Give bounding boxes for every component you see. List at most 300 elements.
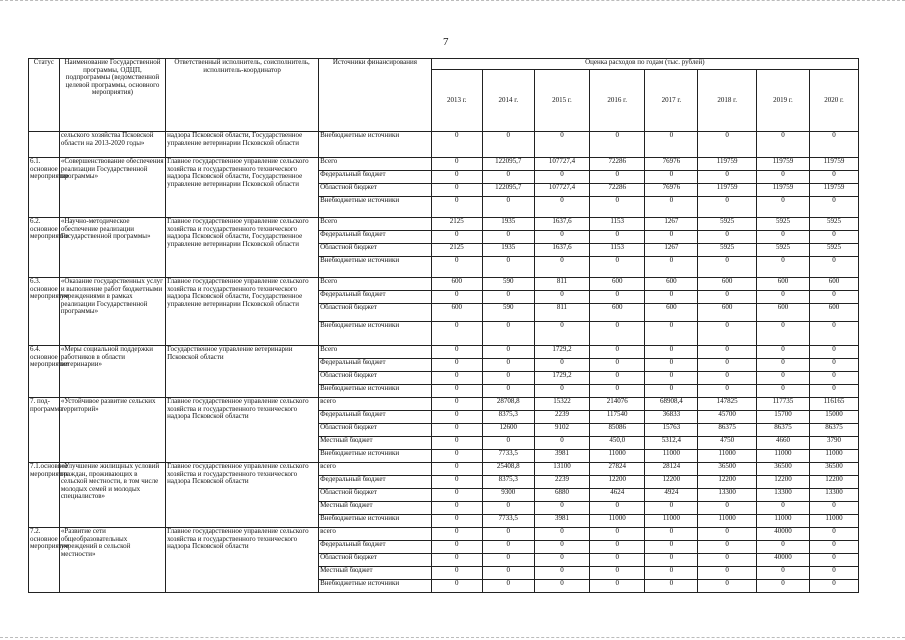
cell-amount: 6880 bbox=[534, 489, 589, 502]
row-funding-source: Внебюджетные источники bbox=[319, 515, 432, 528]
cell-amount: 600 bbox=[590, 278, 645, 291]
row-executor: Государственное управление ветеринарии Псковской области bbox=[166, 346, 319, 398]
cell-amount: 0 bbox=[698, 231, 756, 244]
cell-amount: 11000 bbox=[756, 515, 809, 528]
cell-amount: 11000 bbox=[810, 515, 859, 528]
cell-amount: 0 bbox=[698, 528, 756, 541]
row-program-name: «Оказание государственных услуг и выполнение работ бюджетными учреждениями в рамках реализации Государственной программы» bbox=[59, 278, 165, 346]
cell-amount: 0 bbox=[534, 231, 589, 244]
cell-amount: 122095,7 bbox=[482, 158, 534, 171]
row-funding-source: Областной бюджет bbox=[319, 372, 432, 385]
cell-amount: 40000 bbox=[756, 528, 809, 541]
cell-amount: 0 bbox=[590, 132, 645, 158]
row-funding-source: Областной бюджет bbox=[319, 184, 432, 197]
budget-table bbox=[28, 58, 859, 593]
cell-amount: 0 bbox=[482, 502, 534, 515]
cell-amount: 0 bbox=[590, 322, 645, 346]
row-funding-source: Областной бюджет bbox=[319, 424, 432, 437]
cell-amount: 8375,3 bbox=[482, 411, 534, 424]
cell-amount: 9300 bbox=[482, 489, 534, 502]
cell-amount: 119759 bbox=[698, 158, 756, 171]
cell-amount: 0 bbox=[698, 346, 756, 359]
cell-amount: 0 bbox=[645, 580, 698, 593]
cell-amount: 1153 bbox=[590, 244, 645, 257]
header-estimate: Оценка расходов по годам (тыс. рублей) bbox=[431, 59, 858, 70]
cell-amount: 0 bbox=[645, 567, 698, 580]
cell-amount: 13300 bbox=[810, 489, 859, 502]
cell-amount: 0 bbox=[590, 554, 645, 567]
row-funding-source: Федеральный бюджет bbox=[319, 541, 432, 554]
cell-amount: 0 bbox=[431, 257, 482, 278]
cell-amount: 0 bbox=[431, 554, 482, 567]
table-row bbox=[29, 346, 859, 359]
row-funding-source: Внебюджетные источники bbox=[319, 385, 432, 398]
cell-amount: 0 bbox=[810, 528, 859, 541]
cell-amount: 0 bbox=[482, 359, 534, 372]
cell-amount: 0 bbox=[534, 385, 589, 398]
cell-amount: 119759 bbox=[810, 184, 859, 197]
cell-amount: 5312,4 bbox=[645, 437, 698, 450]
row-funding-source: Местный бюджет bbox=[319, 437, 432, 450]
cell-amount: 0 bbox=[645, 502, 698, 515]
cell-amount: 147825 bbox=[698, 398, 756, 411]
cell-amount: 0 bbox=[534, 359, 589, 372]
cell-amount: 0 bbox=[482, 171, 534, 184]
cell-amount: 0 bbox=[590, 528, 645, 541]
cell-amount: 0 bbox=[590, 385, 645, 398]
cell-amount: 0 bbox=[431, 424, 482, 437]
row-funding-source: Всего bbox=[319, 158, 432, 171]
cell-amount: 7733,5 bbox=[482, 450, 534, 463]
cell-amount: 11000 bbox=[645, 450, 698, 463]
cell-amount: 0 bbox=[756, 132, 809, 158]
cell-amount: 1267 bbox=[645, 244, 698, 257]
cell-amount: 600 bbox=[810, 304, 859, 322]
cell-amount: 0 bbox=[534, 291, 589, 304]
cell-amount: 117735 bbox=[756, 398, 809, 411]
cell-amount: 4750 bbox=[698, 437, 756, 450]
cell-amount: 0 bbox=[810, 372, 859, 385]
cell-amount: 0 bbox=[645, 385, 698, 398]
cell-amount: 0 bbox=[482, 580, 534, 593]
cell-amount: 0 bbox=[431, 385, 482, 398]
cell-amount: 590 bbox=[482, 278, 534, 291]
cell-amount: 0 bbox=[431, 359, 482, 372]
cell-amount: 214076 bbox=[590, 398, 645, 411]
cell-amount: 0 bbox=[645, 359, 698, 372]
cell-amount: 0 bbox=[756, 322, 809, 346]
row-funding-source: всего bbox=[319, 398, 432, 411]
row-funding-source: Федеральный бюджет bbox=[319, 411, 432, 424]
cell-amount: 0 bbox=[534, 132, 589, 158]
row-funding-source: Местный бюджет bbox=[319, 567, 432, 580]
header-executor: Ответственный исполнитель, соисполнитель, исполнитель-координатор bbox=[166, 59, 319, 132]
cell-amount: 1637,6 bbox=[534, 218, 589, 231]
cell-amount: 107727,4 bbox=[534, 184, 589, 197]
cell-amount: 0 bbox=[810, 291, 859, 304]
row-funding-source: всего bbox=[319, 528, 432, 541]
cell-amount: 0 bbox=[590, 171, 645, 184]
row-funding-source: Областной бюджет bbox=[319, 304, 432, 322]
cell-amount: 0 bbox=[756, 171, 809, 184]
cell-amount: 0 bbox=[590, 359, 645, 372]
cell-amount: 0 bbox=[698, 171, 756, 184]
cell-amount: 5925 bbox=[698, 218, 756, 231]
cell-amount: 12200 bbox=[590, 476, 645, 489]
cell-amount: 0 bbox=[534, 580, 589, 593]
cell-amount: 0 bbox=[431, 502, 482, 515]
cell-amount: 0 bbox=[534, 567, 589, 580]
cell-amount: 0 bbox=[431, 476, 482, 489]
cell-amount: 0 bbox=[810, 197, 859, 218]
row-funding-source: Внебюджетные источники bbox=[319, 322, 432, 346]
header-name: Наименование Государственной программы, ОДЦП, подпрограммы (ведомственной целевой программы, основного мероприятия) bbox=[59, 59, 165, 132]
cell-amount: 0 bbox=[482, 541, 534, 554]
cell-amount: 0 bbox=[431, 515, 482, 528]
cell-amount: 15000 bbox=[810, 411, 859, 424]
cell-amount: 76976 bbox=[645, 184, 698, 197]
cell-amount: 0 bbox=[590, 291, 645, 304]
cell-amount: 0 bbox=[590, 372, 645, 385]
cell-amount: 0 bbox=[698, 567, 756, 580]
cell-amount: 0 bbox=[482, 257, 534, 278]
cell-amount: 0 bbox=[756, 257, 809, 278]
table-row bbox=[29, 278, 859, 291]
cell-amount: 0 bbox=[810, 580, 859, 593]
row-program-name: «Устойчивое развитие сельских территорий» bbox=[59, 398, 165, 463]
cell-amount: 0 bbox=[810, 385, 859, 398]
cell-amount: 0 bbox=[645, 291, 698, 304]
cell-amount: 0 bbox=[756, 291, 809, 304]
cell-amount: 40000 bbox=[756, 554, 809, 567]
cell-amount: 5925 bbox=[810, 244, 859, 257]
cell-amount: 1729,2 bbox=[534, 372, 589, 385]
cell-amount: 72286 bbox=[590, 158, 645, 171]
header-year: 2020 г. bbox=[810, 70, 859, 132]
cell-amount: 0 bbox=[810, 567, 859, 580]
table-row bbox=[29, 132, 859, 158]
cell-amount: 0 bbox=[431, 450, 482, 463]
cell-amount: 68908,4 bbox=[645, 398, 698, 411]
cell-amount: 0 bbox=[431, 231, 482, 244]
cell-amount: 119759 bbox=[756, 184, 809, 197]
row-executor: Главное государственное управление сельского хозяйства и государственного технического надзора Псковской области, Государственное управление ветеринарии Псковской области bbox=[166, 218, 319, 278]
row-funding-source: Областной бюджет bbox=[319, 489, 432, 502]
cell-amount: 0 bbox=[810, 257, 859, 278]
cell-amount: 0 bbox=[645, 541, 698, 554]
row-program-name: «Научно-методическое обеспечение реализации Государственной программы» bbox=[59, 218, 165, 278]
cell-amount: 0 bbox=[482, 346, 534, 359]
cell-amount: 0 bbox=[431, 411, 482, 424]
table-row bbox=[29, 158, 859, 171]
cell-amount: 13300 bbox=[756, 489, 809, 502]
cell-amount: 0 bbox=[756, 580, 809, 593]
cell-amount: 0 bbox=[756, 502, 809, 515]
cell-amount: 76976 bbox=[645, 158, 698, 171]
cell-amount: 0 bbox=[431, 463, 482, 476]
cell-amount: 600 bbox=[698, 304, 756, 322]
cell-amount: 0 bbox=[645, 197, 698, 218]
cell-amount: 0 bbox=[431, 372, 482, 385]
cell-amount: 0 bbox=[534, 528, 589, 541]
cell-amount: 0 bbox=[431, 398, 482, 411]
cell-amount: 0 bbox=[698, 291, 756, 304]
cell-amount: 0 bbox=[698, 322, 756, 346]
cell-amount: 25408,8 bbox=[482, 463, 534, 476]
row-status: 7. под-программа bbox=[29, 398, 60, 463]
cell-amount: 0 bbox=[756, 567, 809, 580]
cell-amount: 45700 bbox=[698, 411, 756, 424]
cell-amount: 0 bbox=[645, 322, 698, 346]
cell-amount: 12200 bbox=[756, 476, 809, 489]
cell-amount: 0 bbox=[590, 580, 645, 593]
cell-amount: 0 bbox=[645, 346, 698, 359]
cell-amount: 0 bbox=[698, 502, 756, 515]
row-funding-source: Местный бюджет bbox=[319, 502, 432, 515]
cell-amount: 0 bbox=[810, 359, 859, 372]
cell-amount: 85086 bbox=[590, 424, 645, 437]
cell-amount: 0 bbox=[756, 197, 809, 218]
cell-amount: 0 bbox=[645, 528, 698, 541]
cell-amount: 2239 bbox=[534, 411, 589, 424]
cell-amount: 12200 bbox=[698, 476, 756, 489]
cell-amount: 5925 bbox=[698, 244, 756, 257]
cell-amount: 36500 bbox=[756, 463, 809, 476]
row-funding-source: Внебюджетные источники bbox=[319, 257, 432, 278]
table-row bbox=[29, 528, 859, 541]
row-status bbox=[29, 132, 60, 158]
row-status: 6.2. основное мероприятие bbox=[29, 218, 60, 278]
cell-amount: 12200 bbox=[810, 476, 859, 489]
cell-amount: 0 bbox=[756, 372, 809, 385]
cell-amount: 0 bbox=[534, 554, 589, 567]
row-program-name: «Меры социальной поддержки работников в области ветеринарии» bbox=[59, 346, 165, 398]
table-row bbox=[29, 398, 859, 411]
cell-amount: 0 bbox=[534, 541, 589, 554]
cell-amount: 0 bbox=[431, 580, 482, 593]
cell-amount: 1935 bbox=[482, 244, 534, 257]
cell-amount: 107727,4 bbox=[534, 158, 589, 171]
cell-amount: 3790 bbox=[810, 437, 859, 450]
row-program-name: «Развитие сети общеобразовательных учреждений в сельской местности» bbox=[59, 528, 165, 593]
cell-amount: 1153 bbox=[590, 218, 645, 231]
row-funding-source: Внебюджетные источники bbox=[319, 580, 432, 593]
cell-amount: 4660 bbox=[756, 437, 809, 450]
cell-amount: 5925 bbox=[810, 218, 859, 231]
cell-amount: 0 bbox=[590, 502, 645, 515]
cell-amount: 0 bbox=[534, 171, 589, 184]
row-executor: Главное государственное управление сельского хозяйства и государственного технического надзора Псковской области bbox=[166, 463, 319, 528]
cell-amount: 0 bbox=[698, 359, 756, 372]
cell-amount: 600 bbox=[756, 278, 809, 291]
cell-amount: 0 bbox=[482, 528, 534, 541]
header-year: 2018 г. bbox=[698, 70, 756, 132]
row-program-name: «Совершенствование обеспечения реализации Государственной программы» bbox=[59, 158, 165, 218]
row-funding-source: Федеральный бюджет bbox=[319, 476, 432, 489]
row-executor: Главное государственное управление сельского хозяйства и государственного технического надзора Псковской области, Государственное управление ветеринарии Псковской области bbox=[166, 278, 319, 346]
cell-amount: 600 bbox=[645, 304, 698, 322]
cell-amount: 13100 bbox=[534, 463, 589, 476]
cell-amount: 600 bbox=[645, 278, 698, 291]
scan-edge-bottom bbox=[0, 634, 905, 638]
cell-amount: 0 bbox=[482, 567, 534, 580]
header-source: Источники финансирования bbox=[319, 59, 432, 132]
cell-amount: 2239 bbox=[534, 476, 589, 489]
cell-amount: 28124 bbox=[645, 463, 698, 476]
cell-amount: 0 bbox=[756, 346, 809, 359]
cell-amount: 11000 bbox=[590, 450, 645, 463]
cell-amount: 28708,8 bbox=[482, 398, 534, 411]
cell-amount: 11000 bbox=[698, 515, 756, 528]
page-number: 7 bbox=[443, 36, 449, 48]
cell-amount: 0 bbox=[431, 541, 482, 554]
cell-amount: 27824 bbox=[590, 463, 645, 476]
cell-amount: 11000 bbox=[590, 515, 645, 528]
cell-amount: 0 bbox=[431, 184, 482, 197]
cell-amount: 0 bbox=[431, 567, 482, 580]
cell-amount: 0 bbox=[482, 372, 534, 385]
cell-amount: 0 bbox=[810, 171, 859, 184]
row-funding-source: Внебюджетные источники bbox=[319, 197, 432, 218]
cell-amount: 0 bbox=[431, 158, 482, 171]
row-program-name: сельского хозяйства Псковской области на 2013-2020 годы» bbox=[59, 132, 165, 158]
cell-amount: 0 bbox=[756, 359, 809, 372]
cell-amount: 811 bbox=[534, 278, 589, 291]
row-funding-source: Федеральный бюджет bbox=[319, 171, 432, 184]
cell-amount: 0 bbox=[698, 257, 756, 278]
cell-amount: 0 bbox=[431, 197, 482, 218]
table-row bbox=[29, 463, 859, 476]
cell-amount: 811 bbox=[534, 304, 589, 322]
cell-amount: 0 bbox=[810, 231, 859, 244]
cell-amount: 11000 bbox=[698, 450, 756, 463]
cell-amount: 0 bbox=[645, 231, 698, 244]
cell-amount: 0 bbox=[431, 528, 482, 541]
cell-amount: 0 bbox=[534, 257, 589, 278]
cell-amount: 1267 bbox=[645, 218, 698, 231]
scan-edge-top bbox=[0, 0, 905, 4]
cell-amount: 1729,2 bbox=[534, 346, 589, 359]
header-year: 2013 г. bbox=[431, 70, 482, 132]
cell-amount: 11000 bbox=[645, 515, 698, 528]
cell-amount: 0 bbox=[590, 231, 645, 244]
cell-amount: 122095,7 bbox=[482, 184, 534, 197]
cell-amount: 0 bbox=[645, 554, 698, 567]
cell-amount: 0 bbox=[698, 197, 756, 218]
cell-amount: 86375 bbox=[810, 424, 859, 437]
cell-amount: 86375 bbox=[698, 424, 756, 437]
cell-amount: 0 bbox=[431, 437, 482, 450]
cell-amount: 0 bbox=[698, 541, 756, 554]
cell-amount: 15700 bbox=[756, 411, 809, 424]
cell-amount: 2125 bbox=[431, 218, 482, 231]
cell-amount: 0 bbox=[534, 322, 589, 346]
cell-amount: 600 bbox=[756, 304, 809, 322]
cell-amount: 0 bbox=[431, 322, 482, 346]
header-status: Статус bbox=[29, 59, 60, 132]
cell-amount: 0 bbox=[590, 567, 645, 580]
cell-amount: 0 bbox=[482, 385, 534, 398]
cell-amount: 600 bbox=[431, 278, 482, 291]
cell-amount: 7733,5 bbox=[482, 515, 534, 528]
cell-amount: 0 bbox=[698, 132, 756, 158]
table-body bbox=[29, 132, 859, 593]
row-executor: Главное государственное управление сельского хозяйства и государственного технического надзора Псковской области bbox=[166, 398, 319, 463]
cell-amount: 0 bbox=[431, 132, 482, 158]
cell-amount: 117540 bbox=[590, 411, 645, 424]
cell-amount: 0 bbox=[645, 372, 698, 385]
cell-amount: 0 bbox=[482, 437, 534, 450]
cell-amount: 15763 bbox=[645, 424, 698, 437]
row-status: 6.3. основное мероприятие bbox=[29, 278, 60, 346]
row-executor: Главное государственное управление сельского хозяйства и государственного технического надзора Псковской области bbox=[166, 528, 319, 593]
cell-amount: 0 bbox=[534, 197, 589, 218]
cell-amount: 0 bbox=[698, 554, 756, 567]
cell-amount: 0 bbox=[756, 385, 809, 398]
row-funding-source: Федеральный бюджет bbox=[319, 359, 432, 372]
cell-amount: 11000 bbox=[810, 450, 859, 463]
cell-amount: 600 bbox=[590, 304, 645, 322]
cell-amount: 0 bbox=[534, 502, 589, 515]
cell-amount: 0 bbox=[810, 541, 859, 554]
cell-amount: 36500 bbox=[698, 463, 756, 476]
cell-amount: 1637,6 bbox=[534, 244, 589, 257]
cell-amount: 0 bbox=[756, 541, 809, 554]
cell-amount: 0 bbox=[482, 132, 534, 158]
cell-amount: 600 bbox=[810, 278, 859, 291]
cell-amount: 1935 bbox=[482, 218, 534, 231]
header-year: 2017 г. bbox=[645, 70, 698, 132]
row-funding-source: Федеральный бюджет bbox=[319, 291, 432, 304]
cell-amount: 600 bbox=[698, 278, 756, 291]
row-funding-source: Всего bbox=[319, 346, 432, 359]
cell-amount: 0 bbox=[590, 197, 645, 218]
cell-amount: 0 bbox=[810, 132, 859, 158]
cell-amount: 8375,3 bbox=[482, 476, 534, 489]
cell-amount: 119759 bbox=[810, 158, 859, 171]
row-funding-source: всего bbox=[319, 463, 432, 476]
header-year: 2019 г. bbox=[756, 70, 809, 132]
cell-amount: 36833 bbox=[645, 411, 698, 424]
row-funding-source: Всего bbox=[319, 278, 432, 291]
cell-amount: 0 bbox=[431, 346, 482, 359]
row-funding-source: Областной бюджет bbox=[319, 554, 432, 567]
cell-amount: 119759 bbox=[756, 158, 809, 171]
cell-amount: 0 bbox=[482, 231, 534, 244]
cell-amount: 4924 bbox=[645, 489, 698, 502]
cell-amount: 12600 bbox=[482, 424, 534, 437]
cell-amount: 600 bbox=[431, 304, 482, 322]
row-status: 6.4. основное мероприятие bbox=[29, 346, 60, 398]
cell-amount: 15322 bbox=[534, 398, 589, 411]
cell-amount: 0 bbox=[645, 132, 698, 158]
row-funding-source: Всего bbox=[319, 218, 432, 231]
cell-amount: 116165 bbox=[810, 398, 859, 411]
cell-amount: 13300 bbox=[698, 489, 756, 502]
cell-amount: 0 bbox=[482, 322, 534, 346]
cell-amount: 0 bbox=[534, 437, 589, 450]
cell-amount: 0 bbox=[431, 171, 482, 184]
row-funding-source: Федеральный бюджет bbox=[319, 231, 432, 244]
row-funding-source: Областной бюджет bbox=[319, 244, 432, 257]
cell-amount: 3981 bbox=[534, 450, 589, 463]
cell-amount: 0 bbox=[482, 291, 534, 304]
cell-amount: 0 bbox=[698, 372, 756, 385]
cell-amount: 0 bbox=[810, 502, 859, 515]
cell-amount: 9102 bbox=[534, 424, 589, 437]
cell-amount: 0 bbox=[590, 257, 645, 278]
cell-amount: 11000 bbox=[756, 450, 809, 463]
